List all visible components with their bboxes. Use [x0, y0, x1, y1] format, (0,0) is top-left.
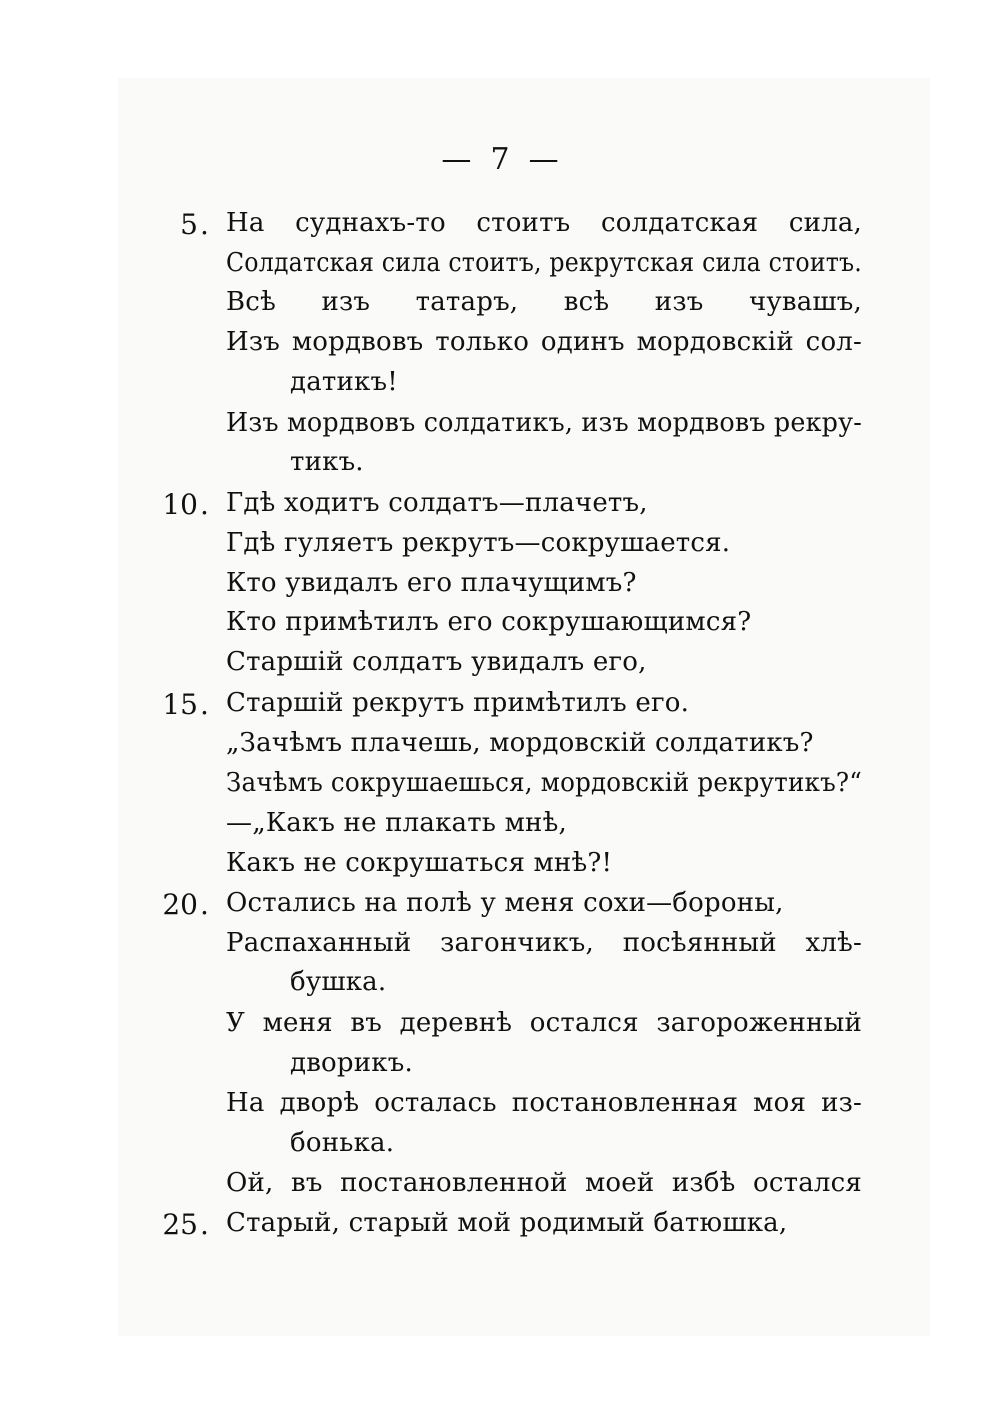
line-text: Остались на полѣ у меня сохи—бороны, — [226, 888, 784, 918]
line-text: Гдѣ гуляетъ рекрутъ—сокрушается. — [226, 528, 731, 558]
line-text: Распаханный загончикъ, посѣянный хлѣ- — [226, 928, 862, 958]
poem-line — [0, 1088, 1000, 1128]
line-text: Какъ не сокрушаться мнѣ?! — [226, 848, 613, 878]
line-number: 15 — [162, 688, 198, 721]
line-number-dot: . — [200, 208, 209, 241]
line-text: На дворѣ осталась постановленная моя из- — [226, 1088, 862, 1118]
line-text: дворикъ. — [290, 1048, 413, 1078]
line-text: тикъ. — [290, 447, 364, 477]
poem-line — [0, 768, 1000, 808]
poem-line — [0, 327, 1000, 367]
line-text: Ой, въ постановленной моей избѣ остался — [226, 1168, 862, 1198]
poem-line — [0, 967, 1000, 1007]
line-text: Кто увидалъ его плачущимъ? — [226, 568, 637, 598]
line-number: 5 — [180, 208, 198, 241]
poem-line — [0, 1048, 1000, 1088]
line-text: бушка. — [290, 967, 387, 997]
line-text: Всѣ изъ татаръ, всѣ изъ чувашъ, — [226, 287, 862, 317]
poem-line — [0, 1208, 1000, 1248]
poem-line — [0, 1008, 1000, 1048]
poem-line — [0, 848, 1000, 888]
poem-line — [0, 1128, 1000, 1168]
line-text: Кто примѣтилъ его сокрушающимся? — [226, 607, 752, 637]
poem-line — [0, 928, 1000, 968]
line-text: Зачѣмъ сокрушаешься, мордовскій рекрутикъ?“ — [226, 768, 862, 798]
line-text: датикъ! — [290, 367, 398, 397]
poem-line — [0, 528, 1000, 568]
poem-line — [0, 488, 1000, 528]
line-text: „Зачѣмъ плачешь, мордовскій солдатикъ? — [226, 728, 814, 758]
line-text: Старшій солдатъ увидалъ его, — [226, 647, 647, 677]
line-number-dot: . — [200, 488, 209, 521]
line-text: У меня въ деревнѣ остался загороженный — [226, 1008, 862, 1038]
line-text: бонька. — [290, 1128, 395, 1158]
poem-line — [0, 367, 1000, 407]
poem-line — [0, 607, 1000, 647]
line-number: 25 — [162, 1208, 198, 1241]
line-text: Изъ мордвовъ только одинъ мордовскій сол- — [226, 327, 862, 357]
poem-line — [0, 728, 1000, 768]
poem-line — [0, 688, 1000, 728]
page-number: — 7 — — [441, 142, 559, 177]
line-number: 20 — [162, 888, 198, 921]
line-text: Солдатская сила стоитъ, рекрутская сила стоитъ. — [226, 248, 862, 278]
poem-line — [0, 568, 1000, 608]
poem-line — [0, 1168, 1000, 1208]
poem-line — [0, 287, 1000, 327]
line-text: Изъ мордвовъ солдатикъ, изъ мордвовъ рекру- — [226, 408, 862, 438]
line-number-dot: . — [200, 1208, 209, 1241]
line-text: —„Какъ не плакать мнѣ, — [226, 808, 567, 838]
line-number-dot: . — [200, 888, 209, 921]
line-number-dot: . — [200, 688, 209, 721]
poem-line — [0, 808, 1000, 848]
poem-line — [0, 447, 1000, 487]
line-number: 10 — [162, 488, 198, 521]
line-text: Старшій рекрутъ примѣтилъ его. — [226, 688, 690, 718]
poem-line — [0, 647, 1000, 687]
poem-line — [0, 248, 1000, 288]
poem-line — [0, 208, 1000, 248]
poem-line — [0, 888, 1000, 928]
poem-line — [0, 408, 1000, 448]
line-text: Гдѣ ходитъ солдатъ—плачетъ, — [226, 488, 648, 518]
line-text: На суднахъ-то стоитъ солдатская сила, — [226, 208, 862, 238]
line-text: Старый, старый мой родимый батюшка, — [226, 1208, 788, 1238]
